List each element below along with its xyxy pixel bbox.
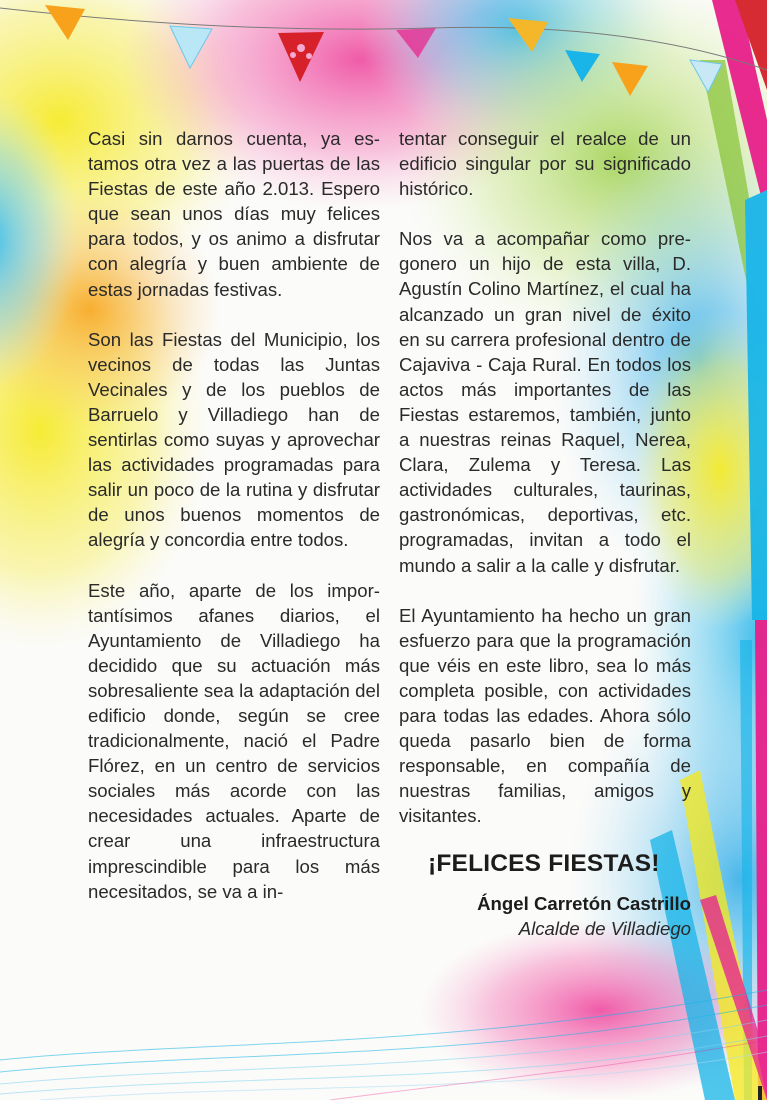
signature-title: Alcalde de Villadiego bbox=[518, 918, 691, 939]
letter-right-column bbox=[399, 126, 691, 853]
paragraph: Nos va a acompañar como pregonero un hijo de esta villa, D. Agustín Colino Martínez, el cual ha alcanzado un gran nivel de éxito en su carrera profesional dentro de Cajaviva - Caja Rural. En todos los actos más importantes de las Fiestas estaremos, también, junto a nuestras reinas Raquel, Nerea, Clara, Zulema y Teresa. Las actividades culturales, taurinas, gastronómicas, deportivas, etc. programadas, invitan a todo el mundo a salir a la calle y disfrutar. bbox=[399, 228, 691, 576]
letter-left-column bbox=[88, 126, 380, 929]
greeting-headline: ¡FELICES FIESTAS! bbox=[428, 850, 660, 877]
paragraph: El Ayuntamiento ha hecho un gran esfuerzo para que la programación que véis en este libro, sea lo más completa posible, con actividades para todas las edades. Ahora sólo queda pasarlo bien de forma responsable, en compañía de nuestras familias, amigos y visitantes. bbox=[399, 604, 691, 827]
signature-name: Ángel Carretón Castrillo bbox=[477, 893, 691, 914]
paragraph: Este año, aparte de los importantísimos afanes diarios, el Ayuntamiento de Villadiego ha decidido que su actuación más sobresaliente sea la adaptación del edificio donde, según se cree tradicionalmente, nació el Padre Flórez, en un centro de servicios sociales más acorde con las necesidades actuales. Aparte de crear una infraestructura imprescindible para los más necesitados, se va a in- bbox=[88, 579, 380, 902]
paragraph: Son las Fiestas del Municipio, los vecinos de todas las Juntas Vecinales y de los pueblos de Barruelo y Villadiego han de sentirlas como suyas y aprovechar las actividades programadas para salir un poco de la rutina y disfrutar de unos buenos momentos de alegría y concordia entre todos. bbox=[88, 328, 380, 551]
paragraph: Casi sin darnos cuenta, ya estamos otra vez a las puertas de las Fiestas de este año 2.013. Espero que sean unos días muy felices para todos, y os animo a disfrutar con alegría y buen ambiente de estas jornadas festivas. bbox=[88, 128, 380, 300]
paragraph: tentar conseguir el realce de un edificio singular por su significado histórico. bbox=[399, 128, 691, 200]
